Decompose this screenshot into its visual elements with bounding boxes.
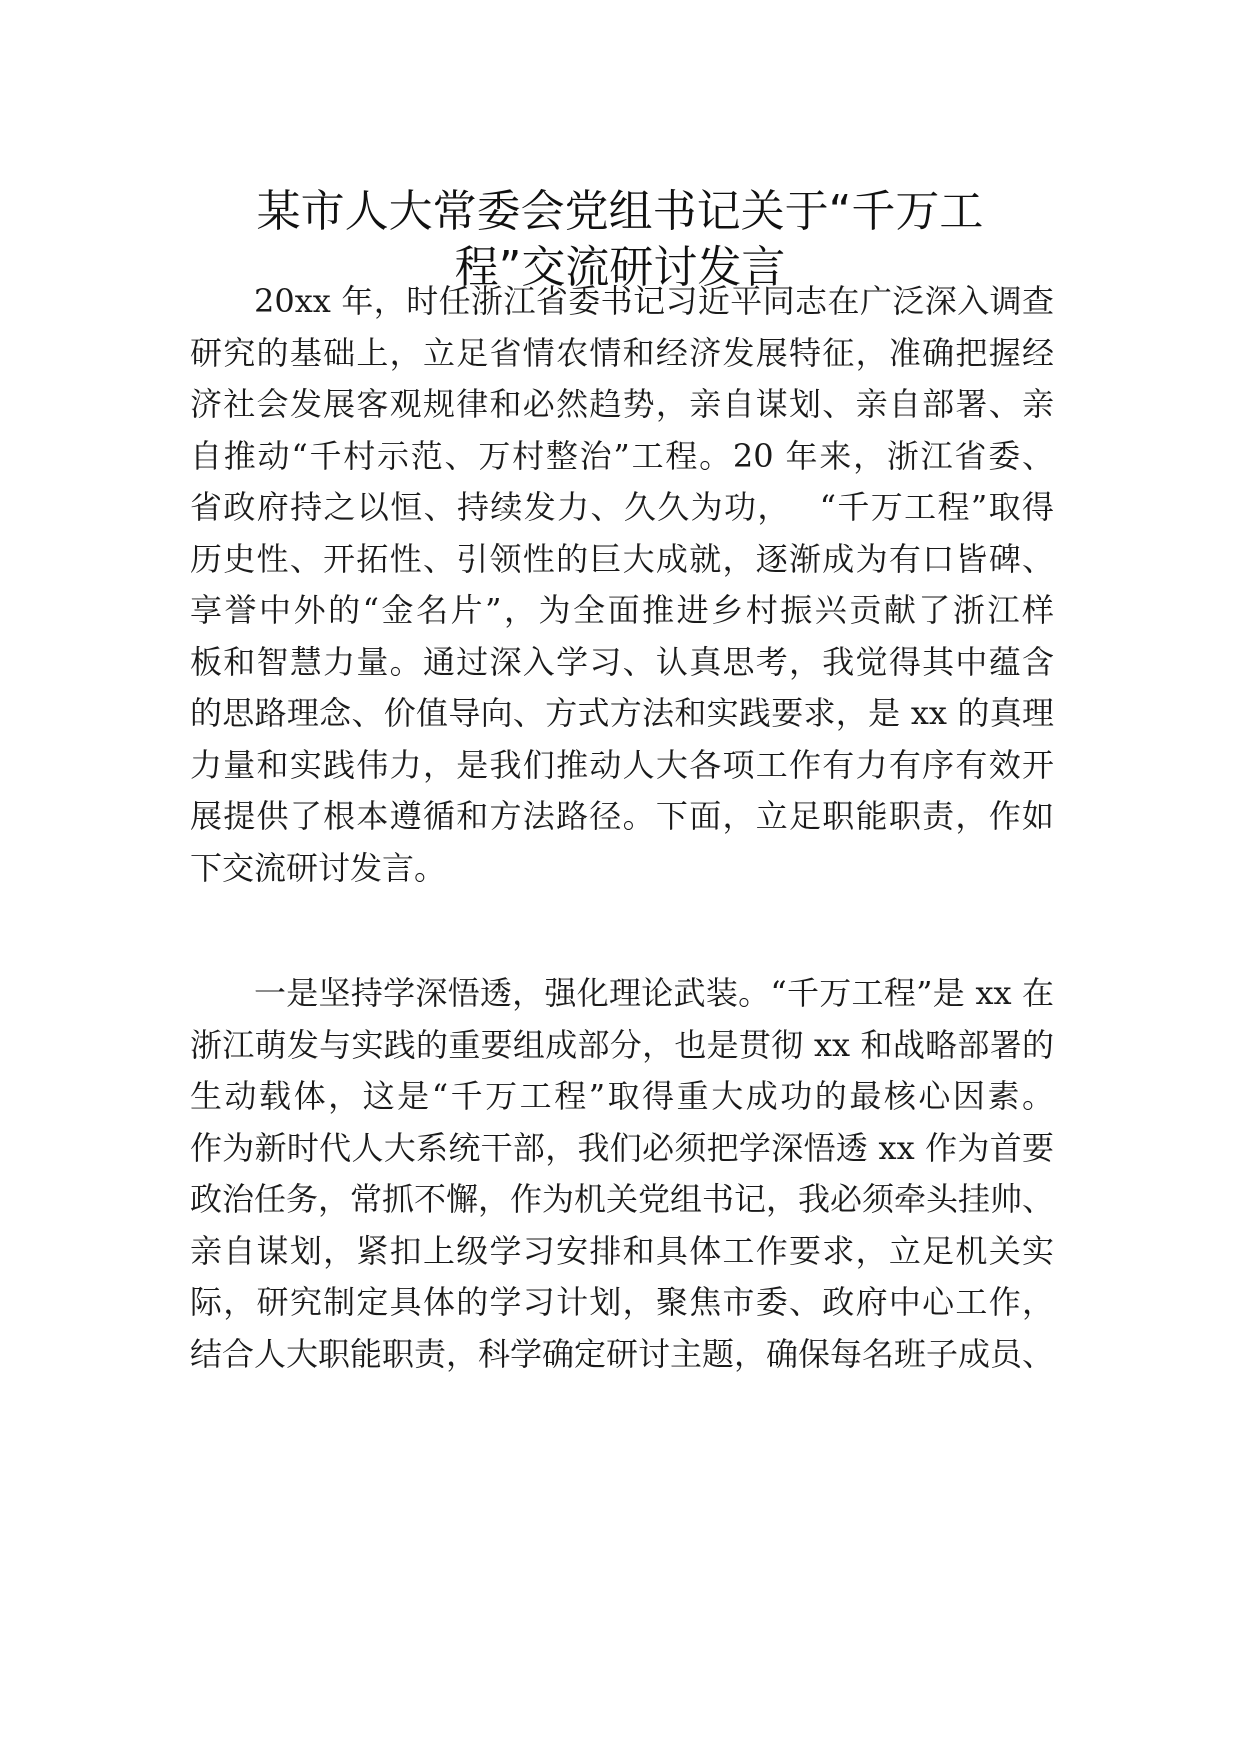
paragraph-line: 政治任务，常抓不懈，作为机关党组书记，我必须牵头挂帅、 xyxy=(190,1180,1055,1218)
paragraph-line: 展提供了根本遵循和方法路径。下面，立足职能职责，作如 xyxy=(190,797,1054,835)
paragraph-line: 自推动“千村示范、万村整治”工程。20 年来，浙江省委、 xyxy=(190,436,1054,475)
paragraph-line: 生动载体，这是“千万工程”取得重大成功的最核心因素。 xyxy=(190,1077,1054,1115)
paragraph-line: 一是坚持学深悟透，强化理论武装。“千万工程”是 xx 在 xyxy=(254,974,1054,1012)
paragraph-line: 结合人大职能职责，科学确定研讨主题，确保每名班子成员、 xyxy=(190,1334,1055,1373)
title-line: 程”交流研讨发言 xyxy=(454,242,786,293)
paragraph-line: 历史性、开拓性、引领性的巨大成就，逐渐成为有口皆碑、 xyxy=(190,539,1054,578)
paragraph-line: 研究的基础上，立足省情农情和经济发展特征，准确把握经 xyxy=(190,333,1054,372)
paragraph-line: 下交流研讨发言。 xyxy=(190,848,447,887)
paragraph-line: 作为新时代人大系统干部，我们必须把学深悟透 xx 作为首要 xyxy=(190,1128,1054,1167)
paragraph-intro xyxy=(190,276,1054,894)
paragraph-line: 际，研究制定具体的学习计划，聚焦市委、政府中心工作， xyxy=(190,1283,1054,1321)
title-line: 某市人大常委会党组书记关于“千万工 xyxy=(256,186,984,237)
paragraph-line: 亲自谋划，紧扣上级学习安排和具体工作要求，立足机关实 xyxy=(190,1231,1054,1270)
paragraph-point-one xyxy=(190,968,1054,1380)
paragraph-line: 省政府持之以恒、持续发力、久久为功， “千万工程”取得 xyxy=(190,488,1054,526)
paragraph-line: 20xx 年，时任浙江省委书记习近平同志在广泛深入调查 xyxy=(254,282,1054,320)
paragraph-line: 的思路理念、价值导向、方式方法和实践要求，是 xx 的真理 xyxy=(190,694,1054,732)
paragraph-line: 享誉中外的“金名片”，为全面推进乡村振兴贡献了浙江样 xyxy=(190,591,1054,629)
paragraph-line: 板和智慧力量。通过深入学习、认真思考，我觉得其中蕴含 xyxy=(190,642,1054,681)
paragraph-line: 济社会发展客观规律和必然趋势，亲自谋划、亲自部署、亲 xyxy=(190,385,1054,423)
paragraph-line: 浙江萌发与实践的重要组成部分，也是贯彻 xx 和战略部署的 xyxy=(190,1025,1054,1064)
paragraph-line: 力量和实践伟力，是我们推动人大各项工作有力有序有效开 xyxy=(190,745,1054,784)
